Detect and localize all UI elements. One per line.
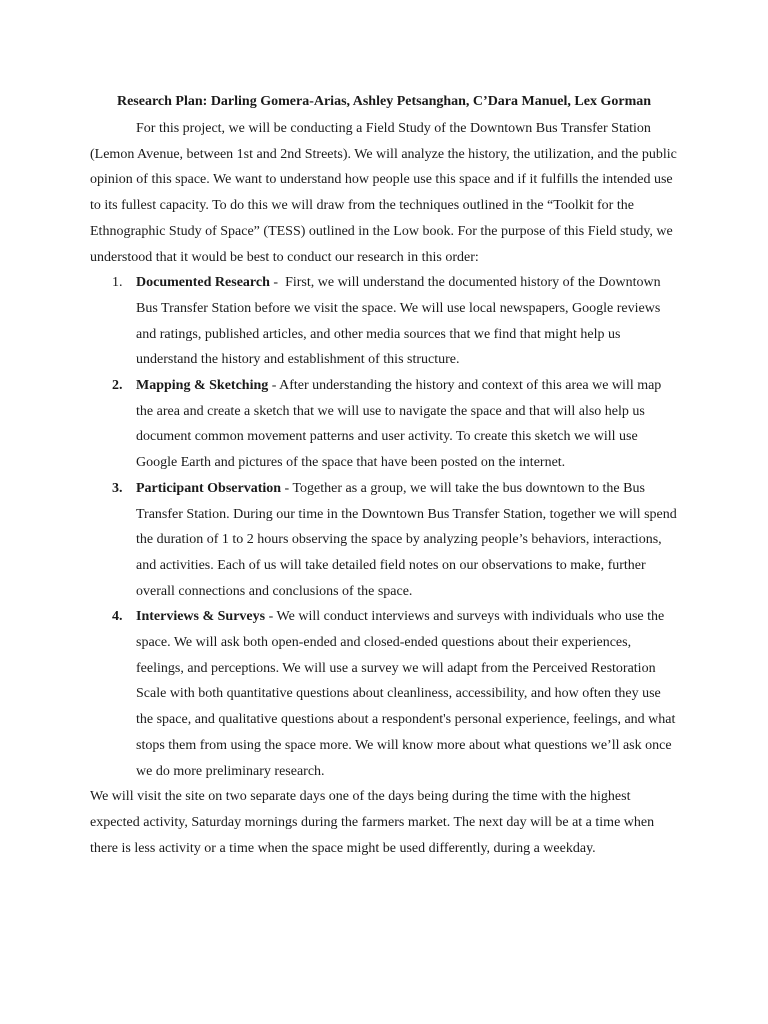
step-heading: Documented Research — [136, 275, 270, 291]
step-text: We will conduct interviews and surveys with individuals who use the space. We will ask both open-ended and closed-ended questions about their experiences, feelings, and perceptions. We will use a survey we will adapt from the Perceived Restoration Scale with both quantitative questions about cleanliness, accessibility, and how often they use the space, and qualitative questions about a respondent's personal experience, feelings, and what stops them from using the space more. We will know more about what questions we’ll ask once we do more preliminary research. — [136, 609, 676, 779]
list-item — [90, 373, 680, 476]
step-text: First, we will understand the documented history of the Downtown Bus Transfer Station before we visit the space. We will use local newspapers, Google reviews and ratings, published articles, and other media sources that we find that might help us understand the history and establishment of this structure. — [136, 275, 661, 368]
list-number: 2. — [112, 378, 123, 394]
step-heading: Mapping & Sketching — [136, 378, 269, 394]
list-item — [90, 476, 680, 605]
intro-paragraph: For this project, we will be conducting a Field Study of the Downtown Bus Transfer Station (Lemon Avenue, between 1st and 2nd Streets). We will analyze the history, the utilization, and the public opinion of this space. We want to understand how people use this space and if it fulfills the intended use to its fullest capacity. To do this we will draw from the techniques outlined in the “Toolkit for the Ethnographic Study of Space” (TESS) outlined in the Low book. For the purpose of this Field study, we understood that it would be best to conduct our research in this order: — [90, 121, 677, 265]
research-steps-list — [90, 270, 680, 784]
list-item — [90, 270, 680, 373]
document-body — [90, 116, 680, 861]
step-separator: - — [265, 609, 277, 625]
step-heading: Participant Observation — [136, 480, 282, 496]
step-separator: - — [281, 480, 293, 496]
step-text: Together as a group, we will take the bus downtown to the Bus Transfer Station. During our time in the Downtown Bus Transfer Station, together we will spend the duration of 1 to 2 hours observing the space by analyzing people’s behaviors, interactions, and activities. Each of us will take detailed field notes on our observations to make, further overall connections and conclusions of the space. — [136, 480, 677, 599]
list-number: 4. — [112, 609, 123, 625]
step-separator: - — [268, 378, 280, 394]
step-text: After understanding the history and context of this area we will map the area and create a sketch that we will use to navigate the space and that will also help us document common movement patterns and user activity. To create this sketch we will use Google Earth and pictures of the space that have been posted on the internet. — [136, 378, 662, 471]
list-number: 1. — [112, 275, 123, 291]
list-item — [90, 604, 680, 784]
step-separator: - — [269, 275, 286, 291]
list-number: 3. — [112, 480, 123, 496]
closing-paragraph: We will visit the site on two separate days one of the days being during the time with the highest expected activity, Saturday mornings during the farmers market. The next day will be at a time when there is less activity or a time when the space might be used differently, during a weekday. — [90, 789, 655, 856]
step-heading: Interviews & Surveys — [136, 609, 266, 625]
page-title: Research Plan: Darling Gomera-Arias, Ashley Petsanghan, C’Dara Manuel, Lex Gorman — [116, 94, 652, 109]
